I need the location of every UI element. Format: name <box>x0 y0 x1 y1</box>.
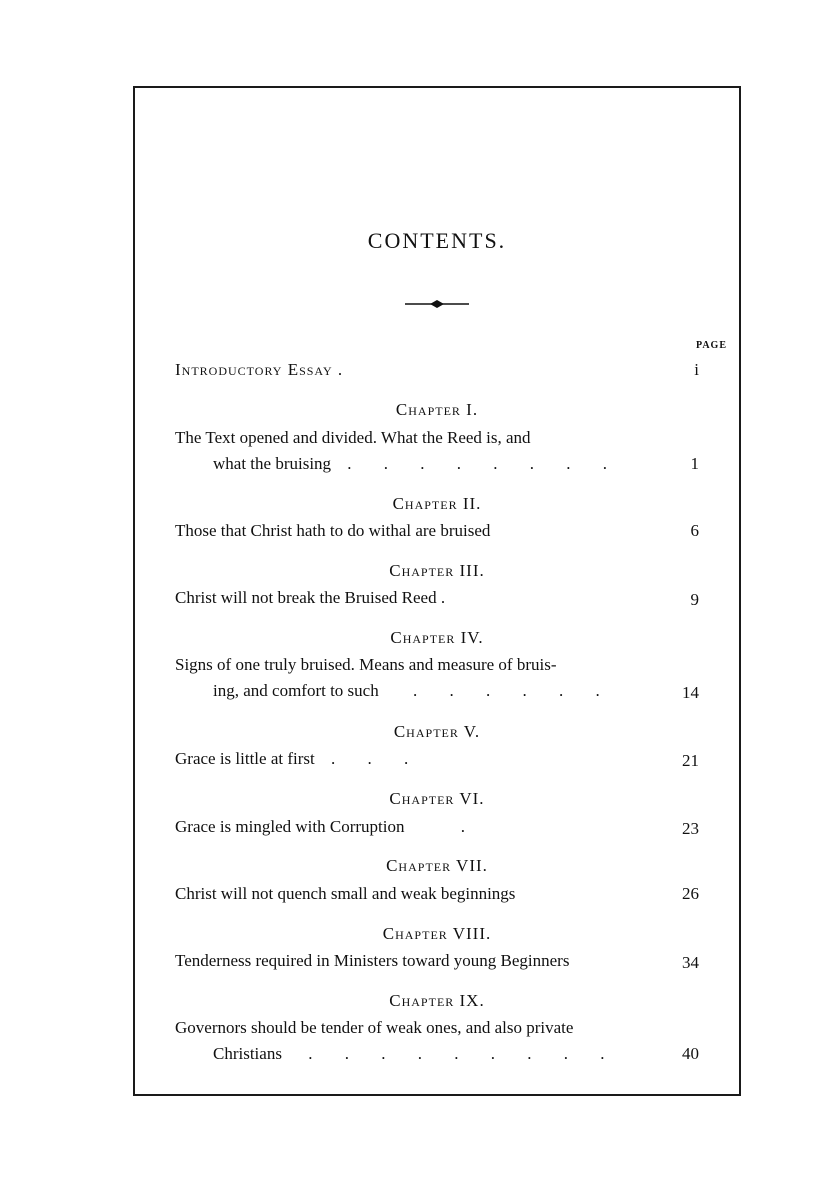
dot-leaders: . . . <box>330 749 423 768</box>
page-title: CONTENTS. <box>367 228 507 253</box>
entry-label: what the bruising <box>213 454 332 473</box>
entry-label: Grace is little at first <box>175 749 315 768</box>
page-number: i <box>694 360 699 379</box>
toc-entry-line[interactable]: Christ will not quench small and weak beginnings <box>175 884 516 903</box>
page-number: 34 <box>682 953 699 972</box>
entry-label: Introductory Essay . <box>175 360 344 379</box>
toc-entry-line[interactable] <box>213 454 621 474</box>
dot-leaders: . <box>460 817 479 836</box>
toc-entry-line[interactable] <box>175 817 479 837</box>
toc-entry-line[interactable]: Tenderness required in Ministers toward young Beginners <box>175 951 570 970</box>
chapter-heading: Chapter I. <box>395 400 479 419</box>
diamond-rule-icon <box>405 299 469 309</box>
chapter-heading: Chapter VII. <box>386 856 488 875</box>
page-number: 9 <box>690 590 699 609</box>
ornament-divider <box>135 296 739 314</box>
toc-entry-line[interactable]: Christ will not break the Bruised Reed . <box>175 588 446 607</box>
chapter-heading: Chapter VIII. <box>382 924 492 943</box>
page-number: 14 <box>682 683 699 702</box>
page-number: 40 <box>682 1044 699 1063</box>
page-number: 6 <box>690 521 699 540</box>
contents-page <box>133 86 741 1096</box>
chapter-heading: Chapter IV. <box>390 628 484 647</box>
chapter-heading: Chapter III. <box>389 561 485 580</box>
page-number: 1 <box>690 454 699 473</box>
toc-entry-line[interactable] <box>213 1044 618 1064</box>
page-number: 21 <box>682 751 699 770</box>
entry-label: Grace is mingled with Corruption <box>175 817 405 836</box>
chapter-heading: Chapter VI. <box>389 789 485 808</box>
toc-entry-line[interactable]: Those that Christ hath to do withal are bruised <box>175 521 491 540</box>
toc-entry-introductory-essay[interactable] <box>175 360 343 380</box>
toc-entry-line[interactable] <box>213 681 614 701</box>
chapter-heading: Chapter V. <box>393 722 481 741</box>
toc-entry-line[interactable]: Signs of one truly bruised. Means and measure of bruis- <box>175 655 557 674</box>
page-number: 23 <box>682 819 699 838</box>
entry-label: Christians <box>213 1044 282 1063</box>
toc-entry-line[interactable]: Governors should be tender of weak ones, and also private <box>175 1018 574 1037</box>
dot-leaders: . . . . . . . . . <box>308 1044 619 1063</box>
dot-leaders: . . . . . . <box>412 681 614 700</box>
chapter-heading: Chapter II. <box>392 494 482 513</box>
chapter-heading: Chapter IX. <box>389 991 485 1010</box>
entry-label: ing, and comfort to such <box>213 681 379 700</box>
toc-entry-line[interactable] <box>175 749 422 769</box>
dot-leaders: . . . . . . . . <box>347 454 622 473</box>
page-column-label: PAGE <box>695 340 727 351</box>
page-number: 26 <box>682 884 699 903</box>
toc-entry-line[interactable]: The Text opened and divided. What the Reed is, and <box>175 428 531 447</box>
